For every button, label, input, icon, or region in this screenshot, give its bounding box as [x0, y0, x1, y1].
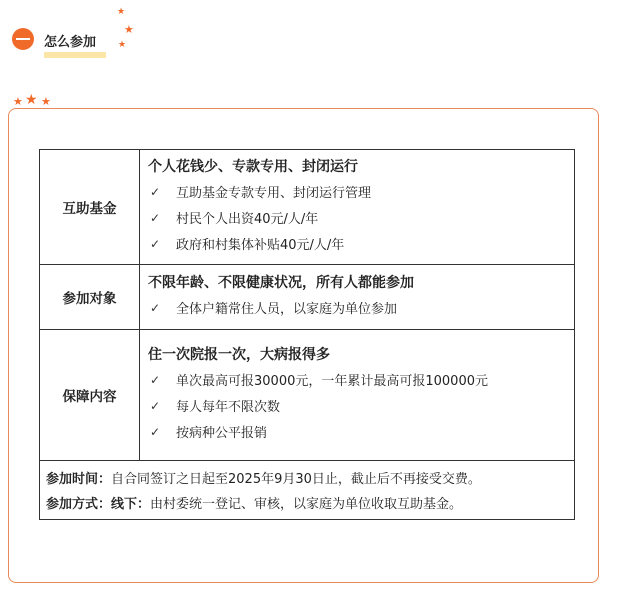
row-title: 个人花钱少、专款专用、封闭运行 — [148, 159, 358, 175]
star-icon: ★ — [13, 95, 23, 108]
row-content — [140, 265, 575, 330]
row-title: 住一次院报一次，大病报得多 — [148, 347, 330, 363]
check-icon: ✓ — [150, 372, 161, 387]
list-item: ✓ 全体户籍常住人员，以家庭为单位参加 — [150, 300, 398, 317]
star-icon: ★ — [117, 7, 126, 17]
star-icon: ★ — [118, 40, 127, 50]
star-icon: ★ — [41, 95, 51, 108]
info-table — [39, 149, 575, 520]
join-method: 参加方式：线下：由村委统一登记、审核，以家庭为单位收取互助基金。 — [46, 497, 463, 512]
row-content — [140, 150, 575, 265]
row-label: 保障内容 — [40, 330, 140, 461]
row-label: 互助基金 — [40, 150, 140, 265]
section-title: 怎么参加 — [44, 35, 97, 50]
footer-cell — [40, 461, 575, 520]
star-icon: ★ — [25, 92, 38, 108]
check-icon: ✓ — [150, 424, 161, 439]
join-time: 参加时间：自合同签订之日起至2025年9月30日止，截止后不再接受交费。 — [46, 472, 481, 487]
check-icon: ✓ — [150, 210, 161, 225]
star-icon: ★ — [124, 23, 134, 36]
row-label: 参加对象 — [40, 265, 140, 330]
list-item: ✓ 每人每年不限次数 — [150, 398, 281, 415]
table-row — [40, 150, 575, 265]
check-icon: ✓ — [150, 236, 161, 251]
row-content — [140, 330, 575, 461]
table-row — [40, 265, 575, 330]
check-icon: ✓ — [150, 398, 161, 413]
list-item: ✓ 按病种公平报销 — [150, 424, 268, 441]
row-title: 不限年龄、不限健康状况，所有人都能参加 — [148, 275, 414, 291]
check-icon: ✓ — [150, 184, 161, 199]
section-badge-icon — [12, 28, 34, 50]
list-item: ✓ 互助基金专款专用、封闭运行管理 — [150, 184, 372, 201]
table-row — [40, 330, 575, 461]
check-icon: ✓ — [150, 300, 161, 315]
title-underline — [44, 52, 106, 58]
list-item: ✓ 政府和村集体补贴40元/人/年 — [150, 236, 345, 253]
list-item: ✓ 村民个人出资40元/人/年 — [150, 210, 319, 227]
table-footer-row — [40, 461, 575, 520]
list-item: ✓ 单次最高可报30000元，一年累计最高可报100000元 — [150, 372, 488, 389]
